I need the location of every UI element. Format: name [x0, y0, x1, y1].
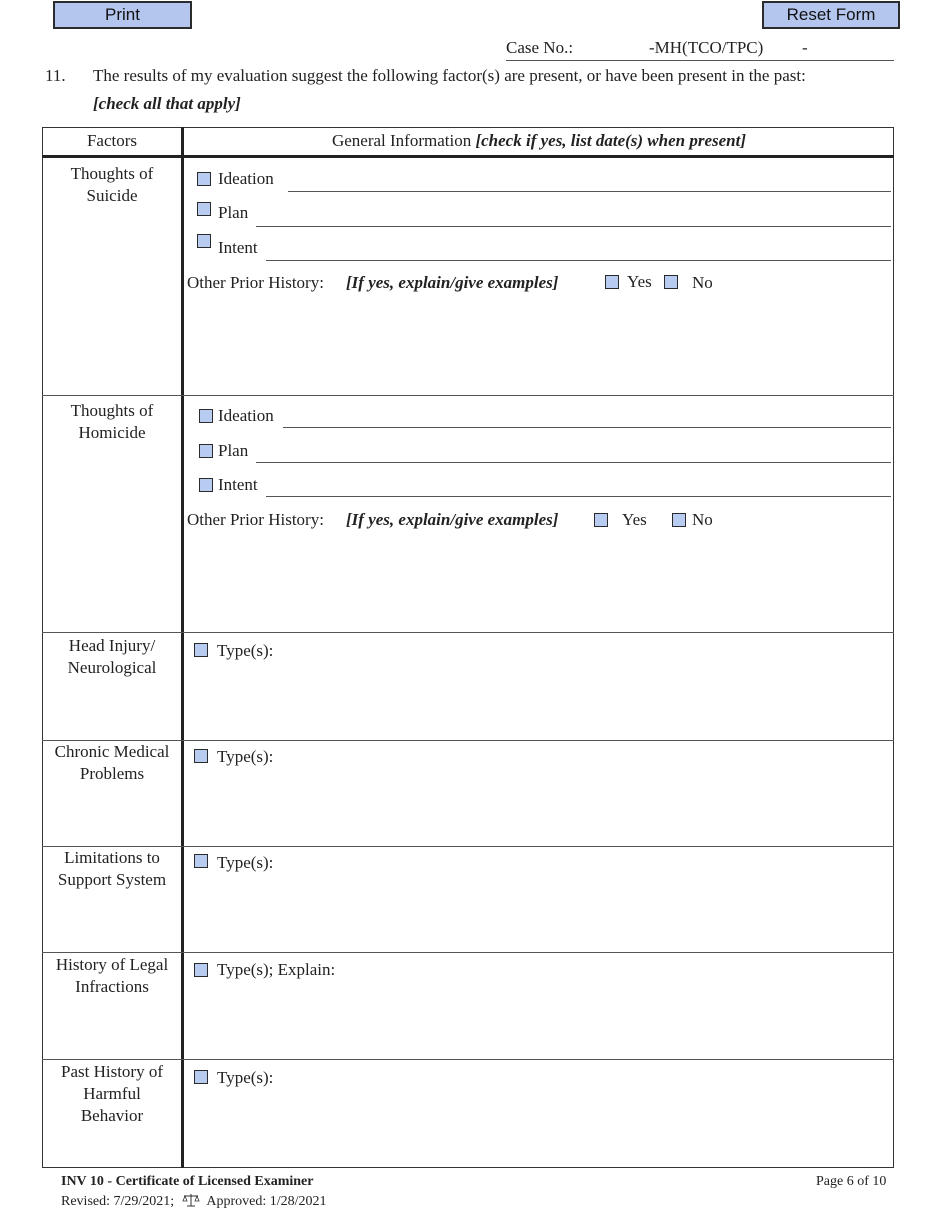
factor-line: Behavior [80, 1106, 144, 1125]
factor-head-injury-neurological [42, 635, 182, 679]
revision-info [61, 1193, 327, 1212]
factor-line: Thoughts of [70, 401, 154, 420]
suicide-other-no-checkbox[interactable] [664, 275, 678, 289]
harmful-behavior-type-label: Type(s): [217, 1068, 274, 1087]
suicide-ideation-field[interactable] [288, 191, 891, 192]
header-general-label: General Information [331, 131, 472, 150]
row-divider [42, 395, 894, 396]
factor-line: Infractions [75, 977, 149, 996]
suicide-plan-field[interactable] [256, 226, 891, 227]
homicide-plan-field[interactable] [256, 462, 891, 463]
case-number-field[interactable] [506, 38, 894, 61]
factor-line: Support System [57, 870, 167, 889]
suicide-plan-checkbox[interactable] [197, 202, 211, 216]
head-injury-checkbox[interactable] [194, 643, 208, 657]
factor-chronic-medical-problems [42, 741, 182, 785]
homicide-other-no-checkbox[interactable] [672, 513, 686, 527]
factor-line: Limitations to [64, 848, 160, 867]
homicide-ideation-label: Ideation [218, 406, 274, 425]
revised-date: Revised: 7/29/2021; [61, 1194, 175, 1209]
suicide-other-yes-checkbox[interactable] [605, 275, 619, 289]
suicide-ideation-label: Ideation [218, 169, 274, 188]
factor-line: Problems [79, 764, 145, 783]
limitations-support-checkbox[interactable] [194, 854, 208, 868]
factor-line: Chronic Medical [54, 742, 170, 761]
header-general-note: [check if yes, list date(s) when present] [475, 131, 747, 150]
reset-form-button[interactable]: Reset Form [762, 1, 900, 29]
homicide-no-label: No [692, 510, 713, 529]
factor-line: Neurological [67, 658, 157, 677]
page-number: Page 6 of 10 [816, 1174, 887, 1189]
header-divider [42, 155, 894, 158]
homicide-yes-label: Yes [622, 510, 647, 529]
factor-thoughts-of-homicide [42, 400, 182, 444]
suicide-no-label: No [692, 273, 713, 292]
row-divider [42, 1059, 894, 1060]
chronic-medical-type-label: Type(s): [217, 747, 274, 766]
homicide-ideation-field[interactable] [283, 427, 891, 428]
homicide-plan-label: Plan [218, 441, 249, 460]
suicide-intent-field[interactable] [266, 260, 891, 261]
suicide-intent-label: Intent [218, 238, 258, 257]
harmful-behavior-checkbox[interactable] [194, 1070, 208, 1084]
suicide-plan-label: Plan [218, 203, 249, 222]
factor-line: Homicide [78, 423, 146, 442]
limitations-support-type-label: Type(s): [217, 853, 274, 872]
suicide-yes-label: Yes [627, 272, 652, 291]
homicide-ideation-checkbox[interactable] [199, 409, 213, 423]
homicide-other-prior-label: Other Prior History: [187, 510, 324, 529]
legal-infractions-type-label: Type(s); Explain: [217, 960, 336, 979]
factor-line: Harmful [83, 1084, 141, 1103]
question-text: The results of my evaluation suggest the following factor(s) are present, or have been present in the past: [93, 66, 806, 85]
suicide-other-prior-label: Other Prior History: [187, 273, 324, 292]
approved-date: Approved: 1/28/2021 [206, 1194, 327, 1209]
chronic-medical-checkbox[interactable] [194, 749, 208, 763]
factor-line: Suicide [86, 186, 138, 205]
case-number-label: Case No.: [506, 38, 574, 57]
factor-line: Past History of [61, 1062, 163, 1081]
factor-thoughts-of-suicide [42, 163, 182, 207]
factor-line: Head Injury/ [68, 636, 156, 655]
factor-history-of-legal-infractions [42, 954, 182, 998]
scales-of-justice-icon [182, 1193, 200, 1212]
factor-line: Thoughts of [70, 164, 154, 183]
homicide-intent-field[interactable] [266, 496, 891, 497]
factor-line: History of Legal [55, 955, 169, 974]
form-title: INV 10 - Certificate of Licensed Examiner [61, 1174, 314, 1189]
factor-limitations-to-support-system [42, 847, 182, 891]
question-number: 11. [45, 66, 66, 85]
head-injury-type-label: Type(s): [217, 641, 274, 660]
suicide-ideation-checkbox[interactable] [197, 172, 211, 186]
factor-past-history-of-harmful-behavior [42, 1061, 182, 1127]
suicide-intent-checkbox[interactable] [197, 234, 211, 248]
row-divider [42, 952, 894, 953]
header-general-information [184, 131, 894, 151]
row-divider [42, 632, 894, 633]
print-button[interactable]: Print [53, 1, 192, 29]
homicide-intent-label: Intent [218, 475, 258, 494]
homicide-other-yes-checkbox[interactable] [594, 513, 608, 527]
header-factors: Factors [86, 131, 138, 150]
homicide-intent-checkbox[interactable] [199, 478, 213, 492]
homicide-plan-checkbox[interactable] [199, 444, 213, 458]
suicide-explain-instruction: [If yes, explain/give examples] [346, 273, 559, 292]
case-number-middle: -MH(TCO/TPC) [649, 38, 764, 57]
homicide-explain-instruction: [If yes, explain/give examples] [346, 510, 559, 529]
legal-infractions-checkbox[interactable] [194, 963, 208, 977]
case-number-suffix: - [802, 38, 808, 57]
question-instruction: [check all that apply] [93, 94, 241, 113]
